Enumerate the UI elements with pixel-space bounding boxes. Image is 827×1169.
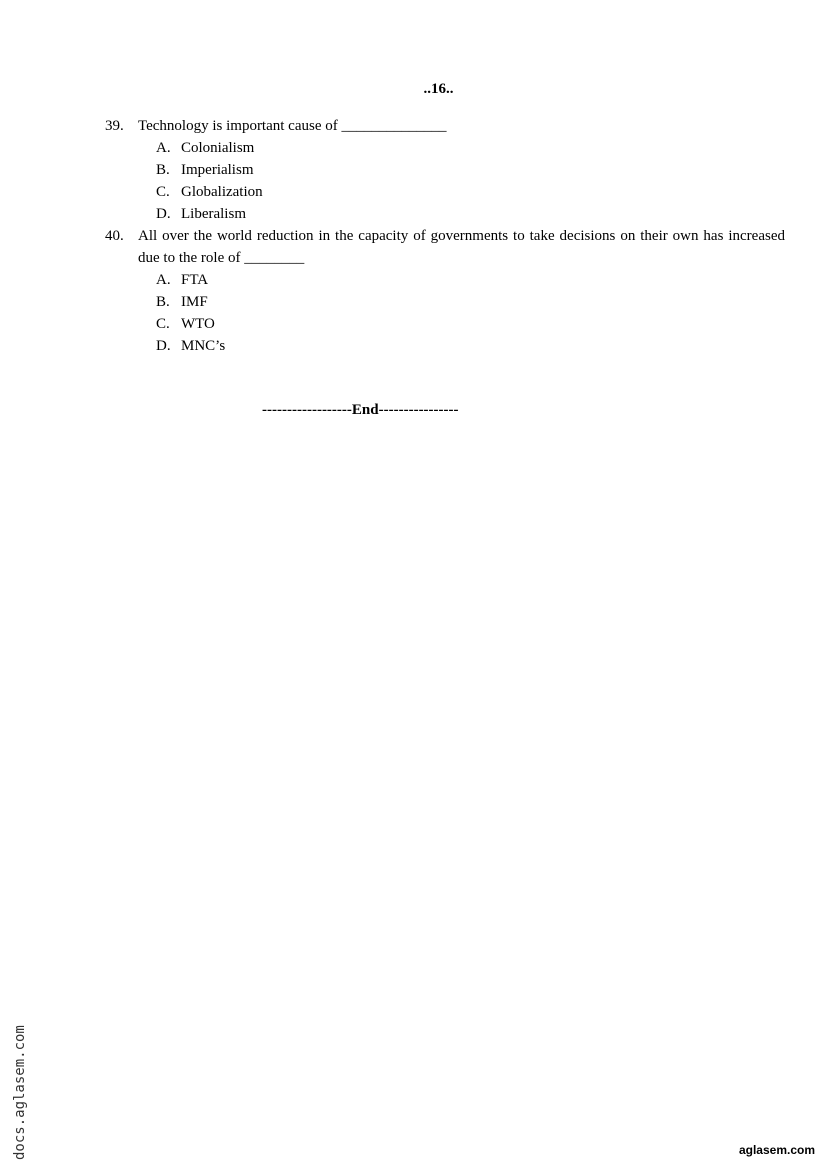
side-watermark: docs.aglasem.com — [12, 1025, 28, 1160]
question-text: Technology is important cause of ______________ — [138, 118, 447, 134]
option-text: Globalization — [181, 184, 263, 200]
option-a — [156, 137, 785, 159]
option-text: MNC’s — [181, 338, 226, 354]
option-letter: C. — [156, 184, 170, 200]
option-a — [156, 269, 785, 291]
option-letter: D. — [156, 338, 171, 354]
end-marker: ------------------End---------------- — [262, 402, 459, 418]
question-number: 39. — [105, 118, 124, 134]
option-text: Colonialism — [181, 140, 255, 156]
option-d — [156, 335, 785, 357]
footer-brand: aglasem.com — [738, 1143, 815, 1157]
option-letter: B. — [156, 162, 170, 178]
options-list — [105, 137, 785, 225]
option-letter: A. — [156, 272, 171, 288]
option-b — [156, 159, 785, 181]
option-text: WTO — [181, 316, 215, 332]
option-d — [156, 203, 785, 225]
option-letter: A. — [156, 140, 171, 156]
options-list — [105, 269, 785, 357]
option-text: IMF — [181, 294, 208, 310]
option-b — [156, 291, 785, 313]
option-letter: B. — [156, 294, 170, 310]
option-letter: D. — [156, 206, 171, 222]
question-number: 40. — [105, 228, 124, 244]
option-text: Imperialism — [181, 162, 254, 178]
question-text: All over the world reduction in the capacity of governments to take decisions on their own has increased due to the role of ________ — [138, 228, 785, 266]
option-text: Liberalism — [181, 206, 246, 222]
option-text: FTA — [181, 272, 209, 288]
option-c — [156, 181, 785, 203]
option-letter: C. — [156, 316, 170, 332]
page-number: ..16.. — [423, 81, 454, 97]
option-c — [156, 313, 785, 335]
question-40 — [105, 225, 785, 357]
question-39 — [105, 115, 785, 225]
